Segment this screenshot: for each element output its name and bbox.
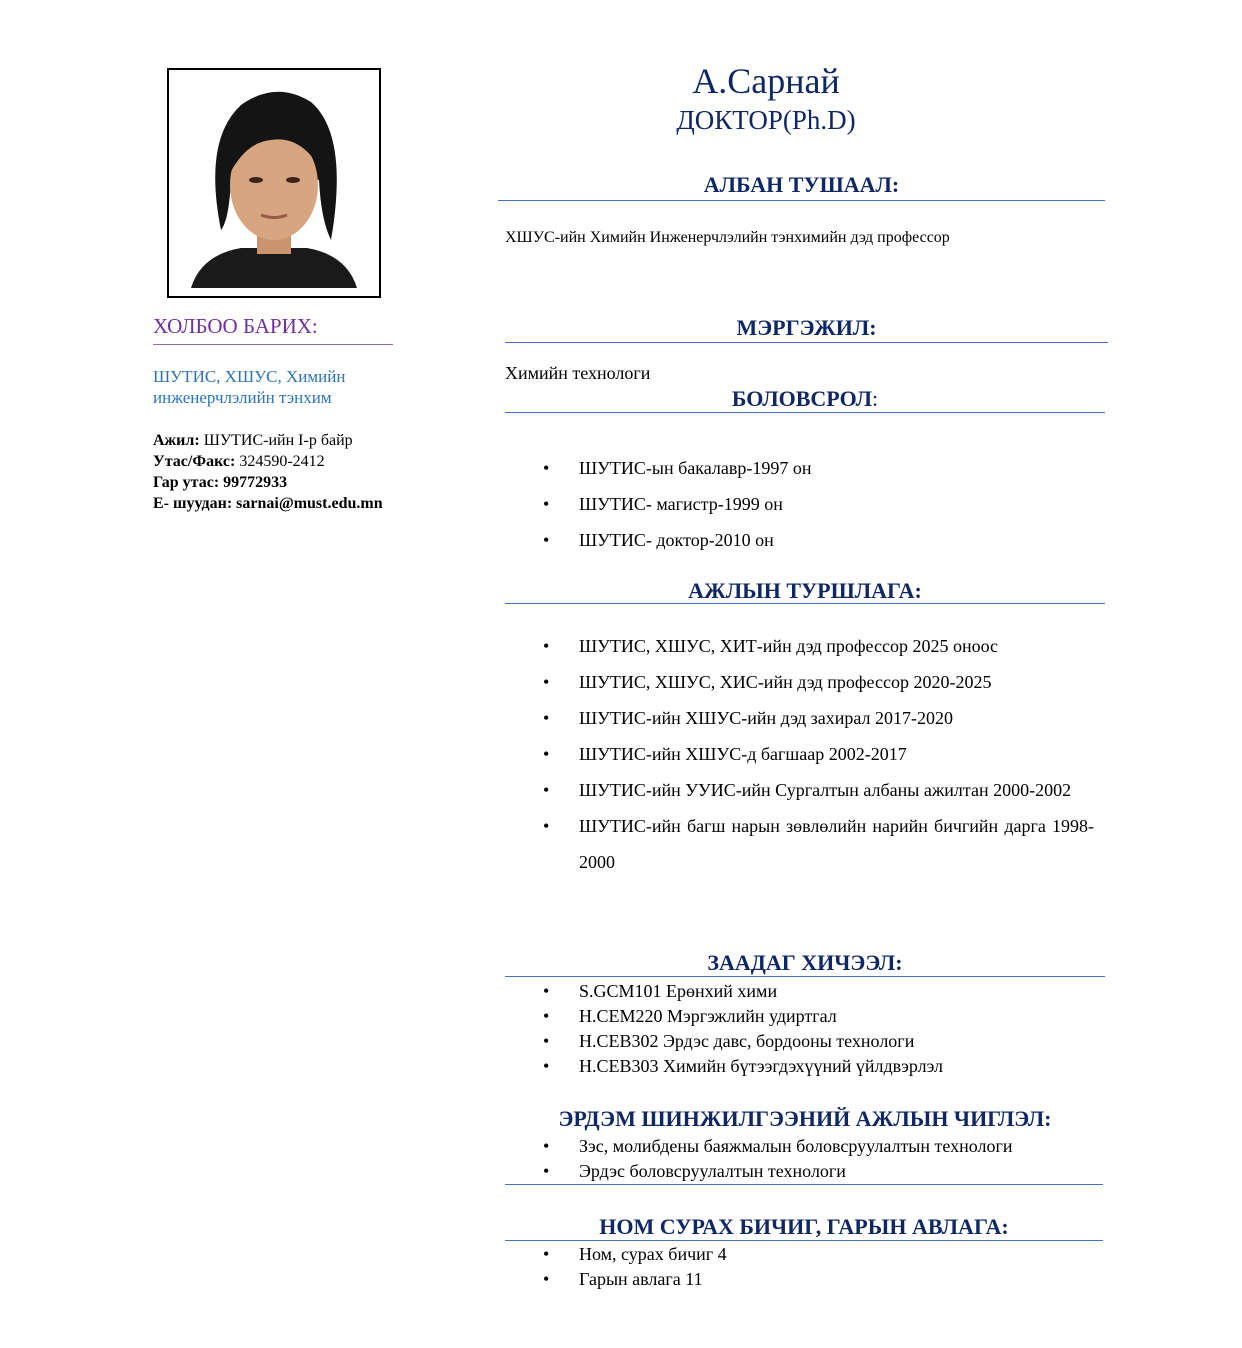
profession-heading: МЭРГЭЖИЛ:: [736, 315, 877, 340]
bullet-icon: •: [543, 780, 550, 800]
email-label: E- шуудан:: [153, 495, 233, 512]
list-item: • Эрдэс боловсруулалтын технологи: [505, 1159, 1095, 1184]
research-list: [505, 1134, 1095, 1184]
list-item: • ШУТИС-ийн ХШУС-ийн дэд захирал 2017-2020: [505, 700, 1094, 736]
list-item: • ШУТИС-ын бакалавр-1997 он: [505, 450, 1095, 486]
publications-list: [505, 1242, 1095, 1292]
list-item: • ШУТИС-ийн багш нарын зөвлөлийн нарийн бичгийн дарга 1998-2000: [505, 808, 1094, 880]
position-heading: АЛБАН ТУШААЛ:: [703, 172, 900, 197]
mobile-value: 99772933: [223, 474, 288, 491]
position-text: ХШУС-ийн Химийн Инженерчлэлийн тэнхимийн дэд профессор: [505, 229, 950, 246]
bullet-icon: •: [543, 1244, 550, 1264]
list-item: • ШУТИС-ийн ХШУС-д багшаар 2002-2017: [505, 736, 1094, 772]
phone-label: Утас/Факс:: [153, 453, 236, 470]
bullet-icon: •: [543, 672, 550, 692]
education-heading-text: БОЛОВСРОЛ: [731, 386, 873, 411]
bullet-icon: •: [543, 530, 550, 550]
list-item: • ШУТИС, ХШУС, ХИС-ийн дэд профессор 2020-2025: [505, 664, 1094, 700]
divider: [505, 603, 1105, 604]
list-item: • H.CEB302 Эрдэс давс, бордооны технологи: [505, 1029, 1095, 1054]
list-item: • H.CEB303 Химийн бүтээгдэхүүний үйлдвэрлэл: [505, 1054, 1095, 1079]
list-item: • Ном, сурах бичиг 4: [505, 1242, 1095, 1267]
department: ШУТИС, ХШУС, Химийн инженерчлэлийн тэнхим: [153, 367, 346, 407]
work-label: Ажил:: [153, 432, 200, 449]
list-item: • Зэс, молибдены баяжмалын боловсруулалтын технологи: [505, 1134, 1095, 1159]
divider: [498, 200, 1105, 201]
mobile-label: Гар утас:: [153, 474, 220, 491]
person-name: А.Сарнай: [692, 61, 840, 101]
profession-text: Химийн технологи: [505, 363, 651, 383]
list-item: • Гарын авлага 11: [505, 1267, 1095, 1292]
list-item: • ШУТИС-ийн УУИС-ийн Сургалтын албаны ажилтан 2000-2002: [505, 772, 1094, 808]
bullet-icon: •: [543, 1031, 550, 1051]
bullet-icon: •: [543, 1056, 550, 1076]
bullet-icon: •: [543, 1136, 550, 1156]
contact-details: [153, 430, 383, 514]
divider: [505, 342, 1108, 343]
phone-value: 324590-2412: [239, 453, 325, 470]
publications-heading: НОМ СУРАХ БИЧИГ, ГАРЫН АВЛАГА:: [599, 1214, 1009, 1239]
research-heading: ЭРДЭМ ШИНЖИЛГЭЭНИЙ АЖЛЫН ЧИГЛЭЛ:: [558, 1106, 1052, 1131]
bullet-icon: •: [543, 981, 550, 1001]
work-value: ШУТИС-ийн I-р байр: [203, 432, 353, 449]
degree: ДОКТОР(Ph.D): [676, 105, 856, 135]
bullet-icon: •: [543, 636, 550, 656]
courses-heading: ЗААДАГ ХИЧЭЭЛ:: [707, 950, 903, 975]
divider: [505, 976, 1105, 977]
bullet-icon: •: [543, 1006, 550, 1026]
bullet-icon: •: [543, 1269, 550, 1289]
list-item: • ШУТИС- магистр-1999 он: [505, 486, 1095, 522]
divider: [505, 1184, 1103, 1185]
list-item: • S.GCM101 Ерөнхий хими: [505, 979, 1095, 1004]
portrait-image: [181, 80, 367, 288]
experience-list: [505, 628, 1094, 880]
education-list: [505, 450, 1095, 558]
education-heading: [505, 386, 1105, 412]
email-value[interactable]: sarnai@must.edu.mn: [236, 495, 383, 512]
profile-photo: [167, 68, 381, 298]
divider: [505, 412, 1105, 413]
experience-heading: АЖЛЫН ТУРШЛАГА:: [688, 578, 922, 603]
contact-divider: [153, 344, 393, 345]
list-item: • H.CEM220 Мэргэжлийн удиртгал: [505, 1004, 1095, 1029]
list-item: • ШУТИС, ХШУС, ХИТ-ийн дэд профессор 2025 оноос: [505, 628, 1094, 664]
contact-heading: ХОЛБОО БАРИХ:: [153, 314, 318, 338]
bullet-icon: •: [543, 744, 550, 764]
divider: [505, 1240, 1103, 1241]
bullet-icon: •: [543, 816, 550, 836]
education-colon: :: [872, 386, 879, 411]
bullet-icon: •: [543, 458, 550, 478]
list-item: • ШУТИС- доктор-2010 он: [505, 522, 1095, 558]
bullet-icon: •: [543, 1161, 550, 1181]
courses-list: [505, 979, 1095, 1079]
bullet-icon: •: [543, 708, 550, 728]
bullet-icon: •: [543, 494, 550, 514]
